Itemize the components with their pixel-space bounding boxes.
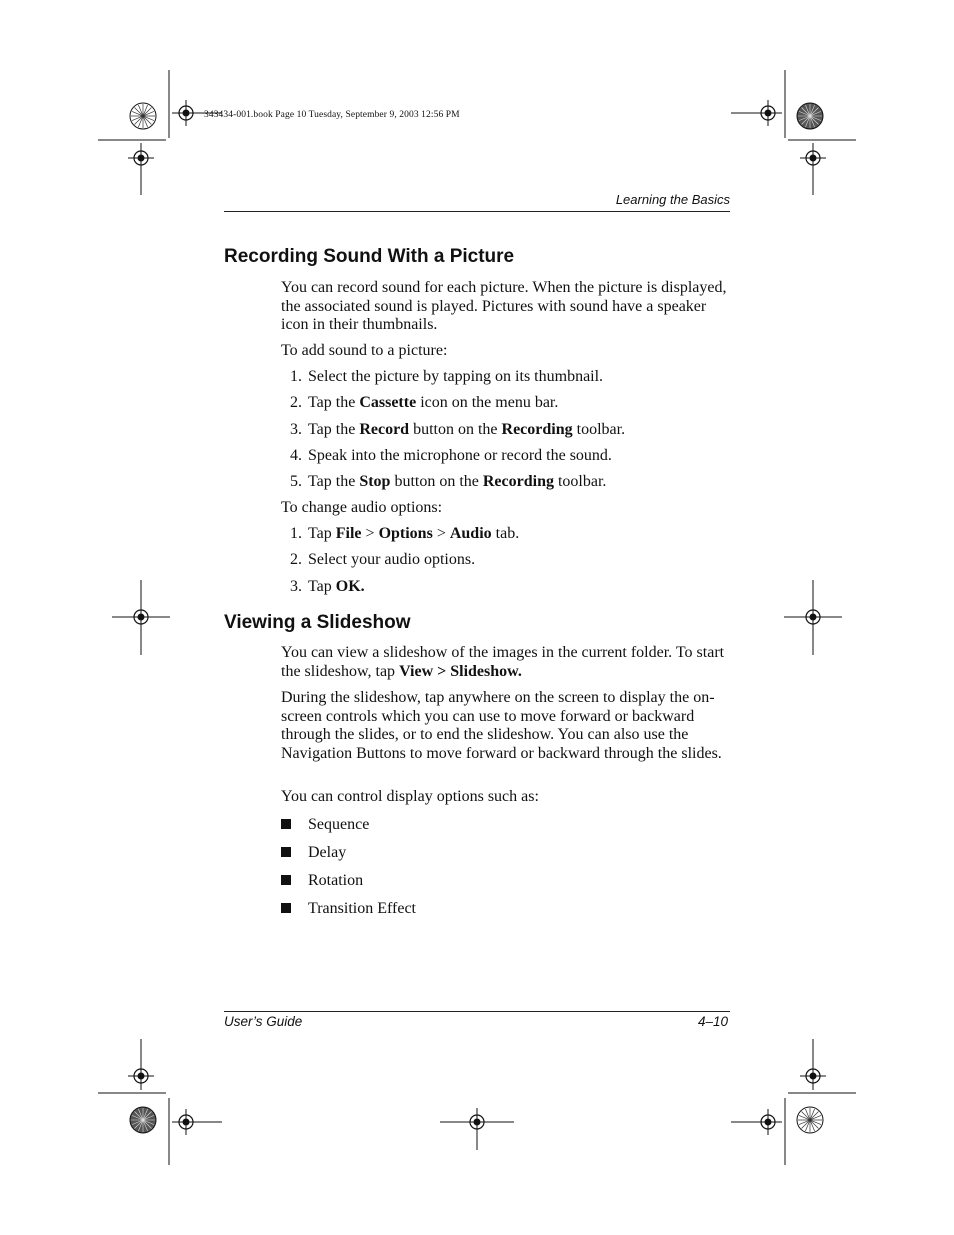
section-heading-recording-sound: Recording Sound With a Picture bbox=[224, 246, 515, 267]
list-item: Sequence bbox=[281, 816, 369, 834]
audio-step: 2. Select your audio options. bbox=[290, 551, 476, 568]
header-rule bbox=[224, 211, 730, 212]
add-sound-step: 5. Tap the Stop button on the Recording toolbar. bbox=[290, 473, 607, 490]
print-slug: 343434-001.book Page 10 Tuesday, September 9, 2003 12:56 PM bbox=[204, 110, 460, 120]
add-sound-step: 3. Tap the Record button on the Recording toolbar. bbox=[290, 421, 626, 438]
display-options-lead: You can control display options such as: bbox=[281, 788, 539, 805]
list-item: Delay bbox=[281, 844, 346, 862]
footer-rule bbox=[224, 1011, 730, 1012]
slideshow-controls-paragraph: During the slideshow, tap anywhere on the screen to display the on-screen controls which you can use to move forward or backward through the slides, or to end the slideshow. You can also use the Navigation Buttons to move forward or backward through the slides. bbox=[281, 689, 722, 762]
audio-step: 3. Tap OK. bbox=[290, 578, 365, 595]
bullet-square-icon bbox=[281, 847, 291, 857]
bullet-square-icon bbox=[281, 819, 291, 829]
bullet-square-icon bbox=[281, 903, 291, 913]
add-sound-step: 4. Speak into the microphone or record the sound. bbox=[290, 447, 612, 464]
bullet-square-icon bbox=[281, 875, 291, 885]
running-head: Learning the Basics bbox=[615, 192, 730, 207]
slideshow-intro: You can view a slideshow of the images in the current folder. To start the slideshow, tap View > Slideshow. bbox=[281, 644, 725, 680]
audio-options-lead: To change audio options: bbox=[281, 499, 443, 516]
audio-step: 1. Tap File > Options > Audio tab. bbox=[290, 525, 520, 542]
list-item: Transition Effect bbox=[281, 900, 416, 918]
add-sound-step: 2. Tap the Cassette icon on the menu bar. bbox=[290, 394, 559, 411]
add-sound-lead: To add sound to a picture: bbox=[281, 342, 448, 359]
page-number: 4–10 bbox=[697, 1014, 728, 1029]
footer-title: User’s Guide bbox=[224, 1014, 303, 1029]
add-sound-step: 1. Select the picture by tapping on its thumbnail. bbox=[290, 368, 604, 385]
section1-intro: You can record sound for each picture. When the picture is displayed, the associated sound is played. Pictures with sound have a speaker icon in their thumbnails. bbox=[281, 279, 727, 333]
section-heading-slideshow: Viewing a Slideshow bbox=[224, 612, 411, 633]
list-item: Rotation bbox=[281, 872, 363, 890]
